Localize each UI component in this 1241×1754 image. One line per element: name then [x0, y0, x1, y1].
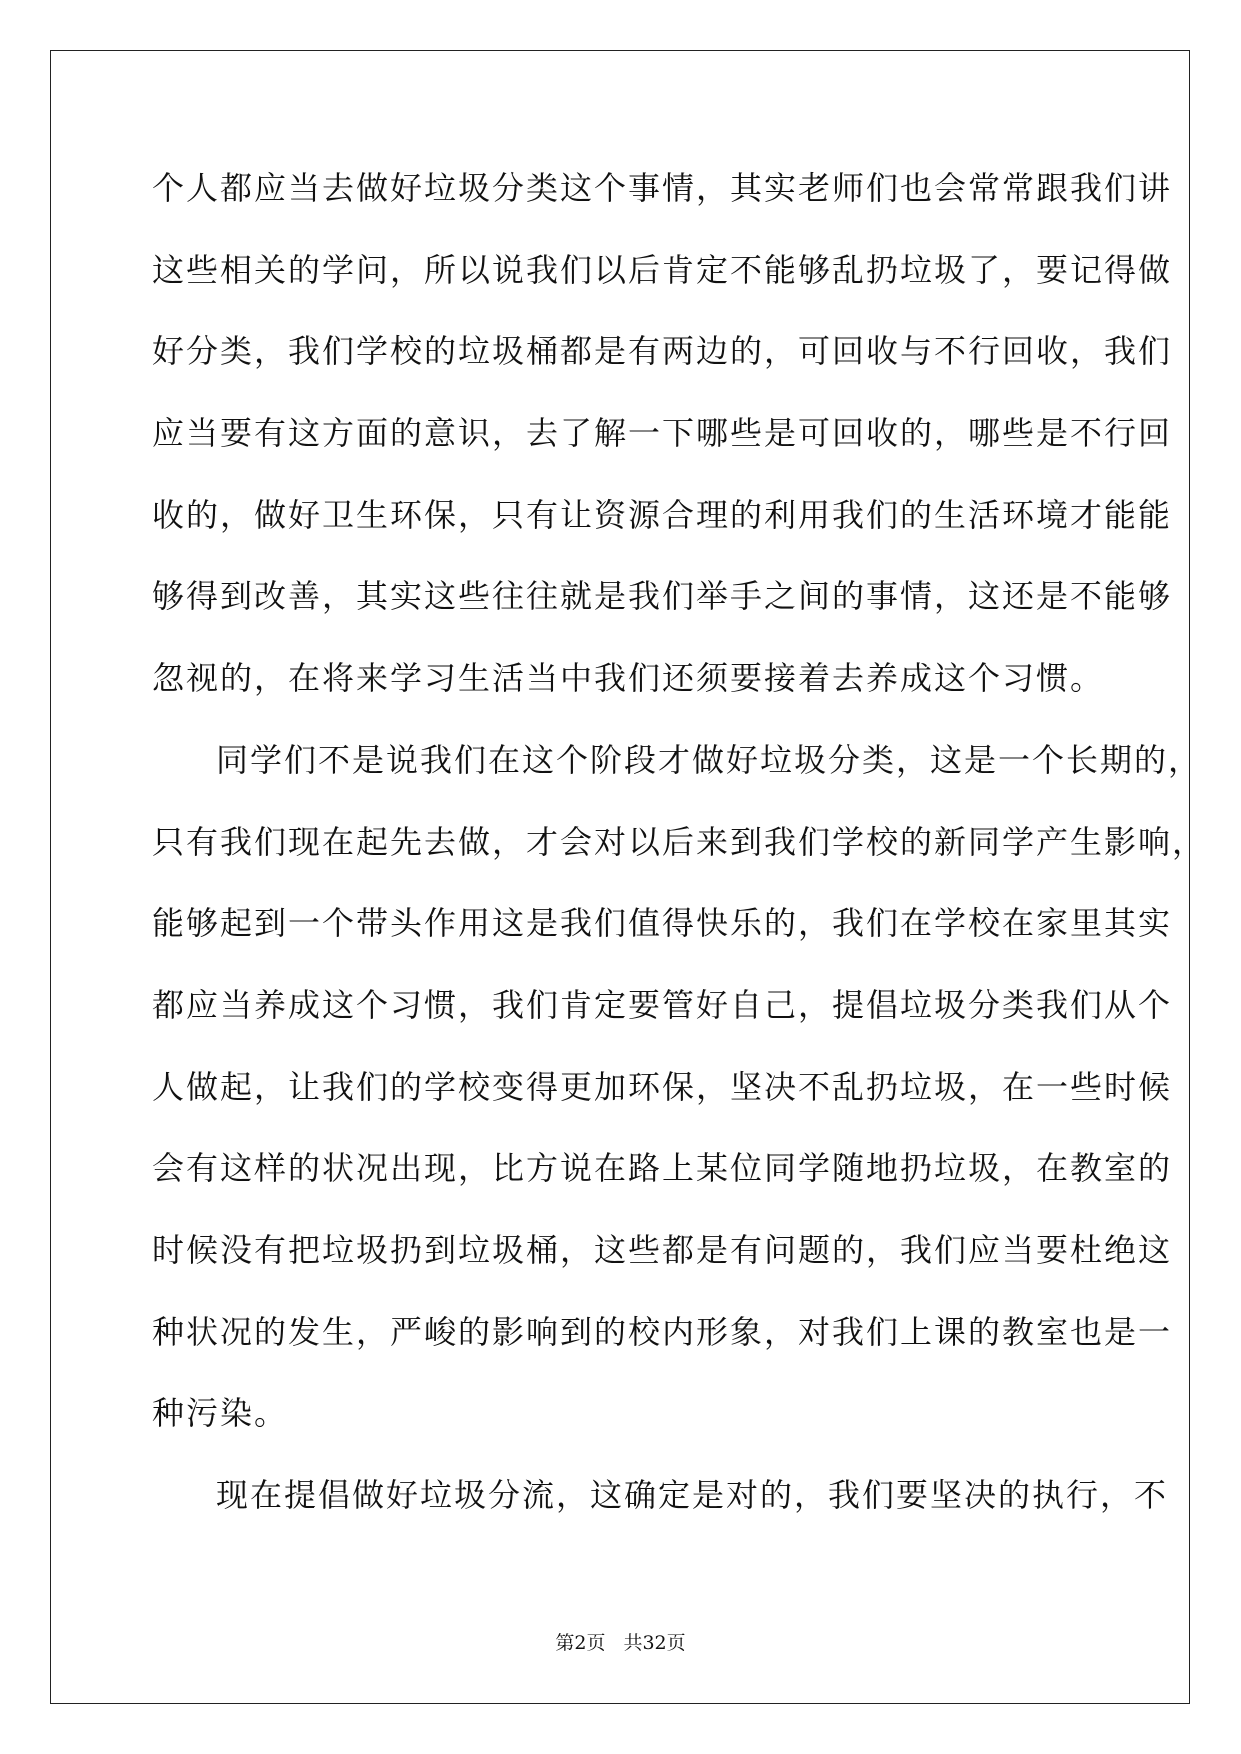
text-line: 能够起到一个带头作用这是我们值得快乐的，我们在学校在家里其实 — [152, 904, 1173, 943]
paragraph-start-line: 同学们不是说我们在这个阶段才做好垃圾分类，这是一个长期的， — [216, 740, 1203, 779]
page-footer — [0, 1628, 1241, 1655]
text-line: 种污染。 — [152, 1394, 289, 1433]
text-line: 应当要有这方面的意识，去了解一下哪些是可回收的，哪些是不行回 — [152, 414, 1173, 453]
paragraph-start-line: 现在提倡做好垃圾分流，这确定是对的，我们要坚决的执行，不 — [216, 1476, 1169, 1514]
text-line: 时候没有把垃圾扔到垃圾桶，这些都是有问题的，我们应当要杜绝这 — [152, 1230, 1173, 1269]
text-line: 忽视的，在将来学习生活当中我们还须要接着去养成这个习惯。 — [152, 659, 1105, 698]
text-line: 种状况的发生，严峻的影响到的校内形象，对我们上课的教室也是一 — [152, 1312, 1173, 1351]
text-line: 好分类，我们学校的垃圾桶都是有两边的，可回收与不行回收，我们 — [152, 332, 1173, 371]
text-line: 个人都应当去做好垃圾分类这个事情，其实老师们也会常常跟我们讲 — [152, 169, 1173, 207]
text-line: 够得到改善，其实这些往往就是我们举手之间的事情，这还是不能够 — [152, 577, 1173, 616]
text-line: 收的，做好卫生环保，只有让资源合理的利用我们的生活环境才能能 — [152, 495, 1173, 534]
text-line: 这些相关的学问，所以说我们以后肯定不能够乱扔垃圾了，要记得做 — [152, 250, 1173, 289]
text-line: 都应当养成这个习惯，我们肯定要管好自己，提倡垃圾分类我们从个 — [152, 985, 1173, 1024]
text-line: 人做起，让我们的学校变得更加环保，坚决不乱扔垃圾，在一些时候 — [152, 1067, 1173, 1106]
text-line: 只有我们现在起先去做，才会对以后来到我们学校的新同学产生影响， — [152, 822, 1207, 861]
page-total: 共32页 — [623, 1632, 686, 1654]
page-number: 第2页 — [555, 1632, 606, 1654]
text-line: 会有这样的状况出现，比方说在路上某位同学随地扔垃圾，在教室的 — [152, 1149, 1173, 1188]
document-body — [152, 158, 1207, 1547]
